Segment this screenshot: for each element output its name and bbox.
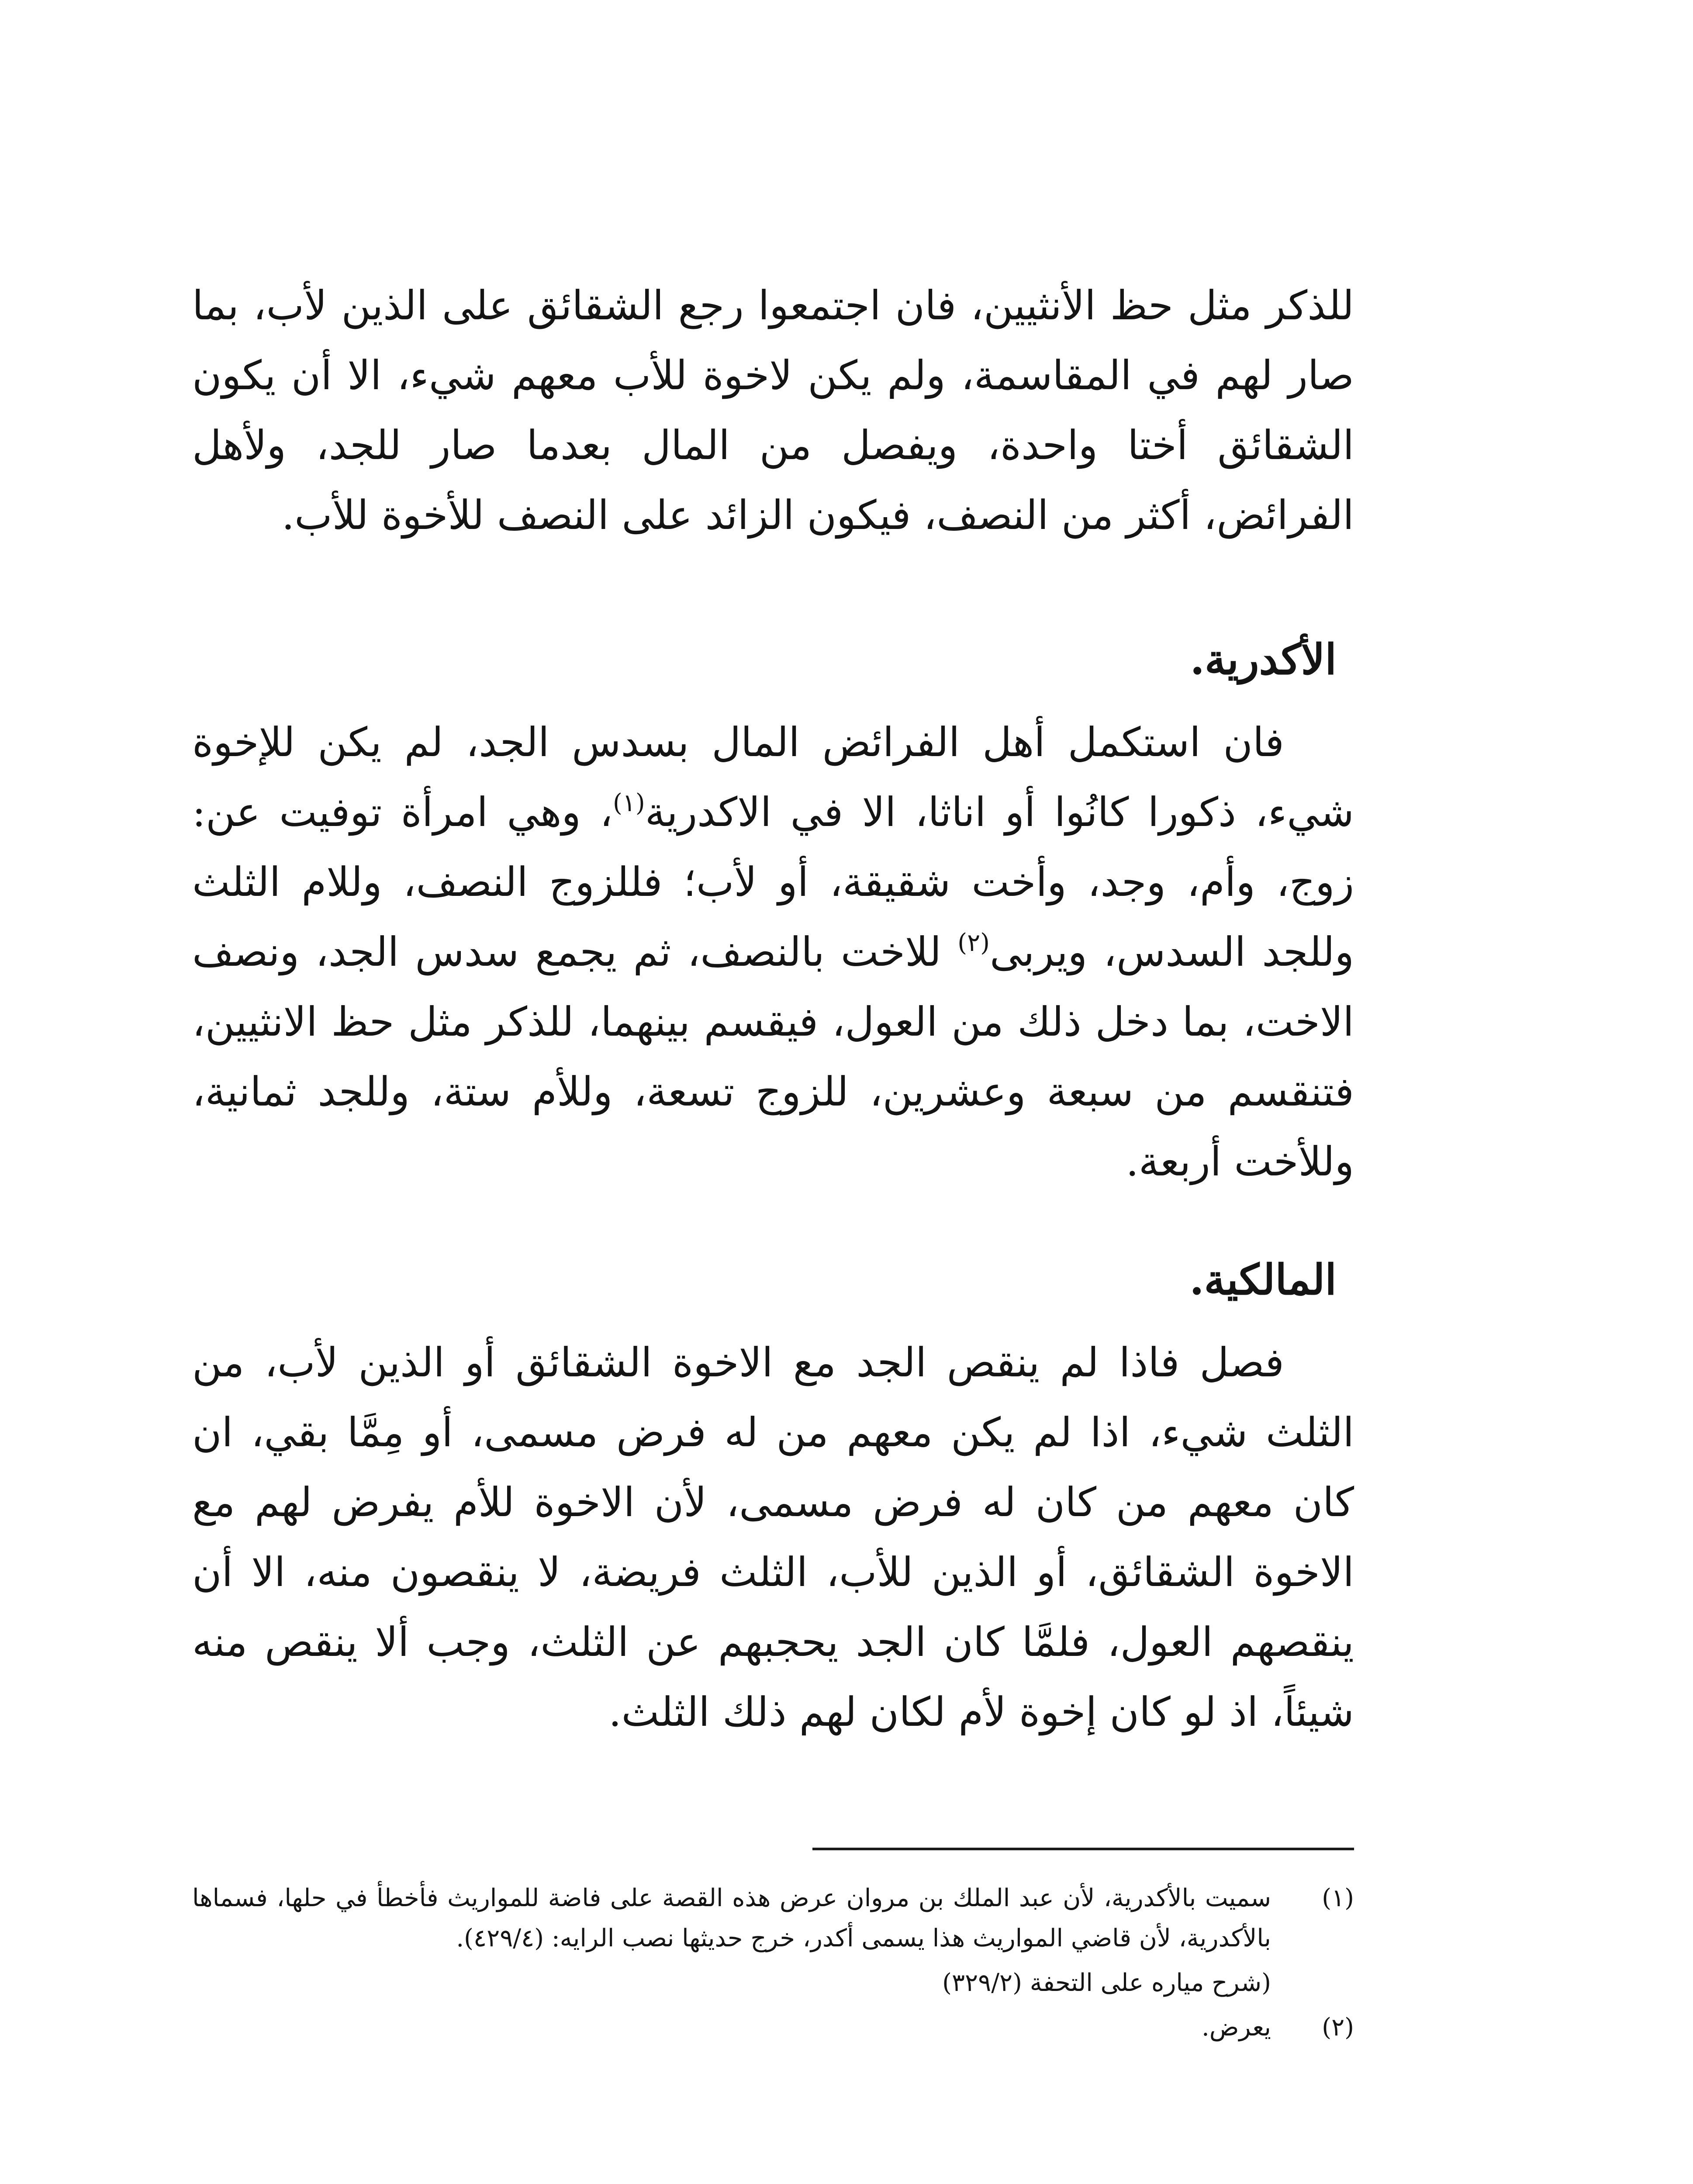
footnote-ref-2[interactable]: (٢) (957, 929, 990, 957)
paragraph-3: فصل فاذا لم ينقص الجد مع الاخوة الشقائق أو الذين لأب، من الثلث شيء، اذا لم يكن معهم من له فرض مسمى، أو مِمَّا بقي، ان كان معهم من كان له فرض مسمى، لأن الاخوة للأم يفرض لهم مع الاخوة الشقائق، أو الذين للأب، الثلث فريضة، لا ينقصون منه، الا أن ينقصهم العول، فلمَّا كان الجد يحجبهم عن الثلث، وجب ألا ينقص منه شيئاً، اذ لو كان إخوة لأم لكان لهم ذلك الثلث. (192, 1339, 1354, 1735)
footnote-text: سميت بالأكدرية، لأن عبد الملك بن مروان عرض هذه القصة على فاضة للمواريث فأخطأ في حلها، فسماها بالأكدرية، لأن قاضي المواريث هذا يسمى أكدر، خرج حديثها نصب الرايه: (٤٢٩/٤). (192, 1884, 1271, 1952)
footnote-divider (812, 1848, 1354, 1850)
footnote-1 (192, 1878, 1354, 1959)
footnote-text: يعرض. (1201, 2013, 1271, 2042)
paragraph-1: للذكر مثل حظ الأنثيين، فان اجتمعوا رجع الشقائق على الذين لأب، بما صار لهم في المقاسمة، ولم يكن لاخوة للأب معهم شيء، الا أن يكون الشقائق أختا واحدة، ويفصل من المال بعدما صار للجد، ولأهل الفرائض، أكثر من النصف، فيكون الزائد على النصف للأخوة للأب. (192, 282, 1354, 539)
footnote-number: (١) (1322, 1884, 1354, 1912)
paragraph-2-part-b: ، وهي امرأة توفيت عن: زوج، وأم، وجد، وأخت شقيقة، أو لأب؛ فللزوج النصف، وللام الثلث وللجد السدس، ويربى (192, 789, 1354, 975)
footnote-ref-1[interactable]: (١) (612, 789, 645, 817)
paragraph-2 (192, 708, 1354, 1197)
heading-akdariyya: الأكدرية. (1190, 635, 1337, 684)
footnote-number: (٢) (1322, 2013, 1354, 2042)
footnote-text: (شرح مياره على التحفة (٣٢٩/٢) (942, 1969, 1271, 1997)
paragraph-2-part-a: فان استكمل أهل الفرائض المال بسدس الجد، لم يكن للإخوة شيء، ذكورا كانُوا أو اناثا، الا في الاكدرية (192, 719, 1354, 836)
footnotes (192, 1878, 1354, 2048)
footnote-1-source (192, 1963, 1354, 2003)
heading-malikiyya: المالكية. (1189, 1255, 1337, 1304)
paragraph-2-part-c: للاخت بالنصف، ثم يجمع سدس الجد، ونصف الاخت، بما دخل ذلك من العول، فيقسم بينهما، للذكر مثل حظ الانثيين، فتنقسم من سبعة وعشرين، للزوج تسعة، وللأم ستة، وللجد ثمانية، وللأخت أربعة. (192, 929, 1354, 1185)
footnote-2 (192, 2008, 1354, 2048)
